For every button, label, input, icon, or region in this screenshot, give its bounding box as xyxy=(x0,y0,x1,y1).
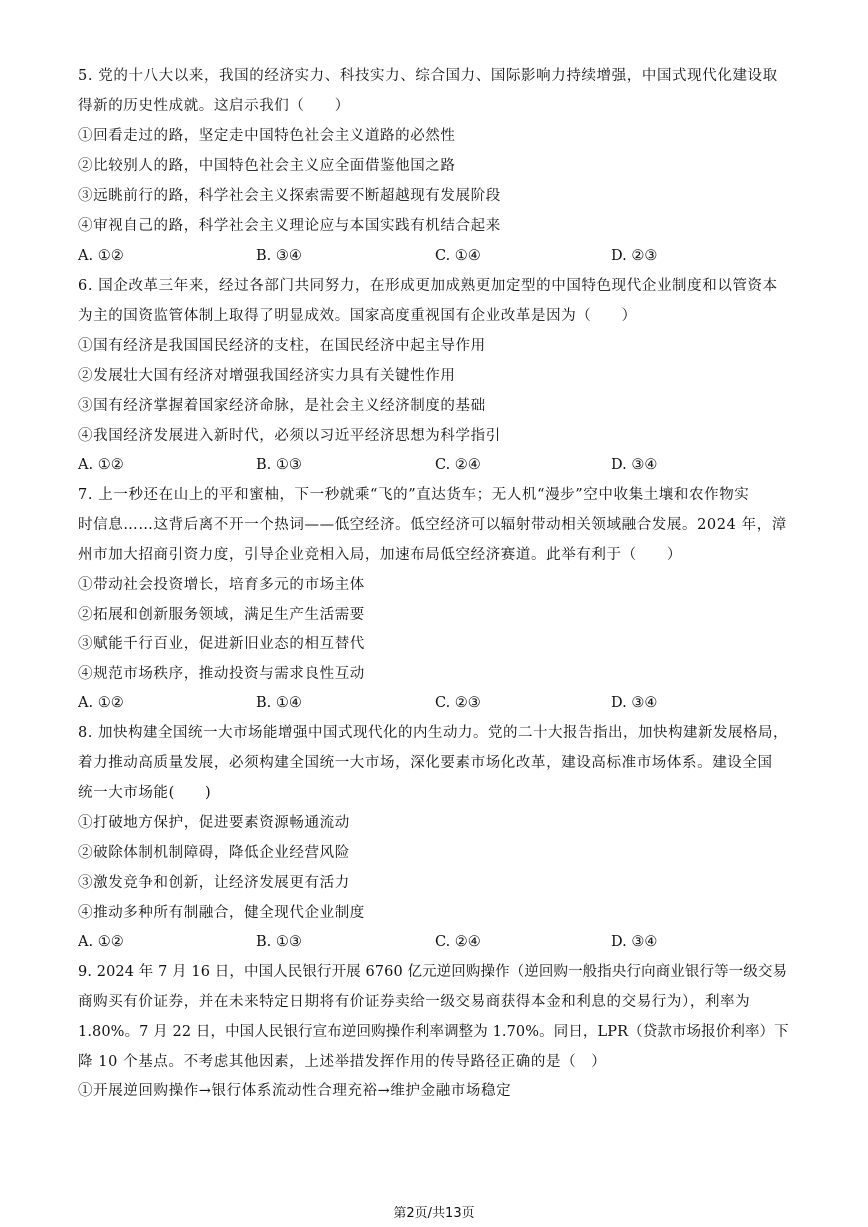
q6-item-1: ①国有经济是我国国民经济的支柱，在国民经济中起主导作用 xyxy=(78,338,486,354)
q7-option-a[interactable]: A. ①② xyxy=(78,695,124,711)
q9-stem-line-1: 9. 2024 年 7 月 16 日，中国人民银行开展 6760 亿元逆回购操作（逆回购一般指央行向商业银行等一级交易 xyxy=(78,964,788,980)
q7-item-2: ②拓展和创新服务领域，满足生产生活需要 xyxy=(78,607,365,623)
q9-stem-line-3: 1.80%。7 月 22 日，中国人民银行宣布逆回购操作利率调整为 1.70%。同日，LPR（贷款市场报价利率）下 xyxy=(78,1024,789,1040)
q8-stem-line-1: 8. 加快构建全国统一大市场能增强中国式现代化的内生动力。党的二十大报告指出，加快构建新发展格局， xyxy=(78,725,788,741)
q5-option-a[interactable]: A. ①② xyxy=(78,248,124,264)
q9-stem-line-4: 降 10 个基点。不考虑其他因素，上述举措发挥作用的传导路径正确的是（ ） xyxy=(78,1054,607,1070)
q8-item-4: ④推动多种所有制融合，健全现代企业制度 xyxy=(78,905,365,921)
q7-stem-line-3: 州市加大招商引资力度，引导企业竞相入局，加速布局低空经济赛道。此举有利于（ ） xyxy=(78,547,682,563)
q5-item-2: ②比较别人的路，中国特色社会主义应全面借鉴他国之路 xyxy=(78,158,456,174)
q8-option-d[interactable]: D. ③④ xyxy=(611,934,658,950)
q9-stem-line-2: 商购买有价证券，并在未来特定日期将有价证券卖给一级交易商获得本金和利息的交易行为），利率为 xyxy=(78,994,751,1010)
q8-option-a[interactable]: A. ①② xyxy=(78,934,124,950)
q5-item-4: ④审视自己的路，科学社会主义理论应与本国实践有机结合起来 xyxy=(78,218,501,234)
q7-option-c[interactable]: C. ②③ xyxy=(435,695,481,711)
q8-item-3: ③激发竞争和创新，让经济发展更有活力 xyxy=(78,875,350,891)
q7-item-1: ①带动社会投资增长，培育多元的市场主体 xyxy=(78,577,365,593)
q7-item-3: ③赋能千行百业，促进新旧业态的相互替代 xyxy=(78,636,365,652)
q8-stem-line-3: 统一大市场能( ) xyxy=(78,785,212,801)
q5-stem-line-2: 得新的历史性成就。这启示我们（ ） xyxy=(78,98,350,114)
q8-option-c[interactable]: C. ②④ xyxy=(435,934,481,950)
q7-item-4: ④规范市场秩序，推动投资与需求良性互动 xyxy=(78,666,365,682)
q6-item-3: ③国有经济掌握着国家经济命脉，是社会主义经济制度的基础 xyxy=(78,398,486,414)
q5-item-1: ①回看走过的路，坚定走中国特色社会主义道路的必然性 xyxy=(78,128,456,144)
q5-option-d[interactable]: D. ②③ xyxy=(611,248,658,264)
q8-options xyxy=(78,932,790,952)
q6-item-2: ②发展壮大国有经济对增强我国经济实力具有关键性作用 xyxy=(78,368,456,384)
q5-stem-line-1: 5. 党的十八大以来，我国的经济实力、科技实力、综合国力、国际影响力持续增强，中国式现代化建设取 xyxy=(78,68,778,84)
q8-stem-line-2: 着力推动高质量发展，必须构建全国统一大市场，深化要素市场化改革，建设高标准市场体系。建设全国 xyxy=(78,755,773,771)
q6-stem-line-1: 6. 国企改革三年来，经过各部门共同努力，在形成更加成熟更加定型的中国特色现代企业制度和以管资本 xyxy=(78,278,778,294)
q6-item-4: ④我国经济发展进入新时代，必须以习近平经济思想为科学指引 xyxy=(78,428,501,444)
q5-option-c[interactable]: C. ①④ xyxy=(435,248,481,264)
q5-option-b[interactable]: B. ③④ xyxy=(256,248,302,264)
q6-option-d[interactable]: D. ③④ xyxy=(611,457,658,473)
q7-stem-line-2: 时信息……这背后离不开一个热词——低空经济。低空经济可以辐射带动相关领域融合发展。2024 年，漳 xyxy=(78,517,787,533)
q6-option-b[interactable]: B. ①③ xyxy=(256,457,302,473)
q6-options xyxy=(78,455,790,475)
q7-options xyxy=(78,693,790,713)
q8-item-1: ①打破地方保护，促进要素资源畅通流动 xyxy=(78,815,350,831)
q6-option-c[interactable]: C. ②④ xyxy=(435,457,481,473)
q8-item-2: ②破除体制机制障碍，降低企业经营风险 xyxy=(78,845,350,861)
q9-item-1: ①开展逆回购操作→银行体系流动性合理充裕→维护金融市场稳定 xyxy=(78,1083,512,1099)
q5-item-3: ③远眺前行的路，科学社会主义探索需要不断超越现有发展阶段 xyxy=(78,188,501,204)
page-number-footer: 第2页/共13页 xyxy=(393,1206,475,1221)
q7-option-d[interactable]: D. ③④ xyxy=(611,695,658,711)
q7-stem-line-1: 7. 上一秒还在山上的平和蜜柚，下一秒就乘“飞的”直达货车；无人机“漫步”空中收集土壤和农作物实 xyxy=(78,487,750,503)
q5-options xyxy=(78,246,790,266)
q7-option-b[interactable]: B. ①④ xyxy=(256,695,302,711)
q6-stem-line-2: 为主的国资监管体制上取得了明显成效。国家高度重视国有企业改革是因为（ ） xyxy=(78,308,637,324)
q8-option-b[interactable]: B. ①③ xyxy=(256,934,302,950)
q6-option-a[interactable]: A. ①② xyxy=(78,457,124,473)
